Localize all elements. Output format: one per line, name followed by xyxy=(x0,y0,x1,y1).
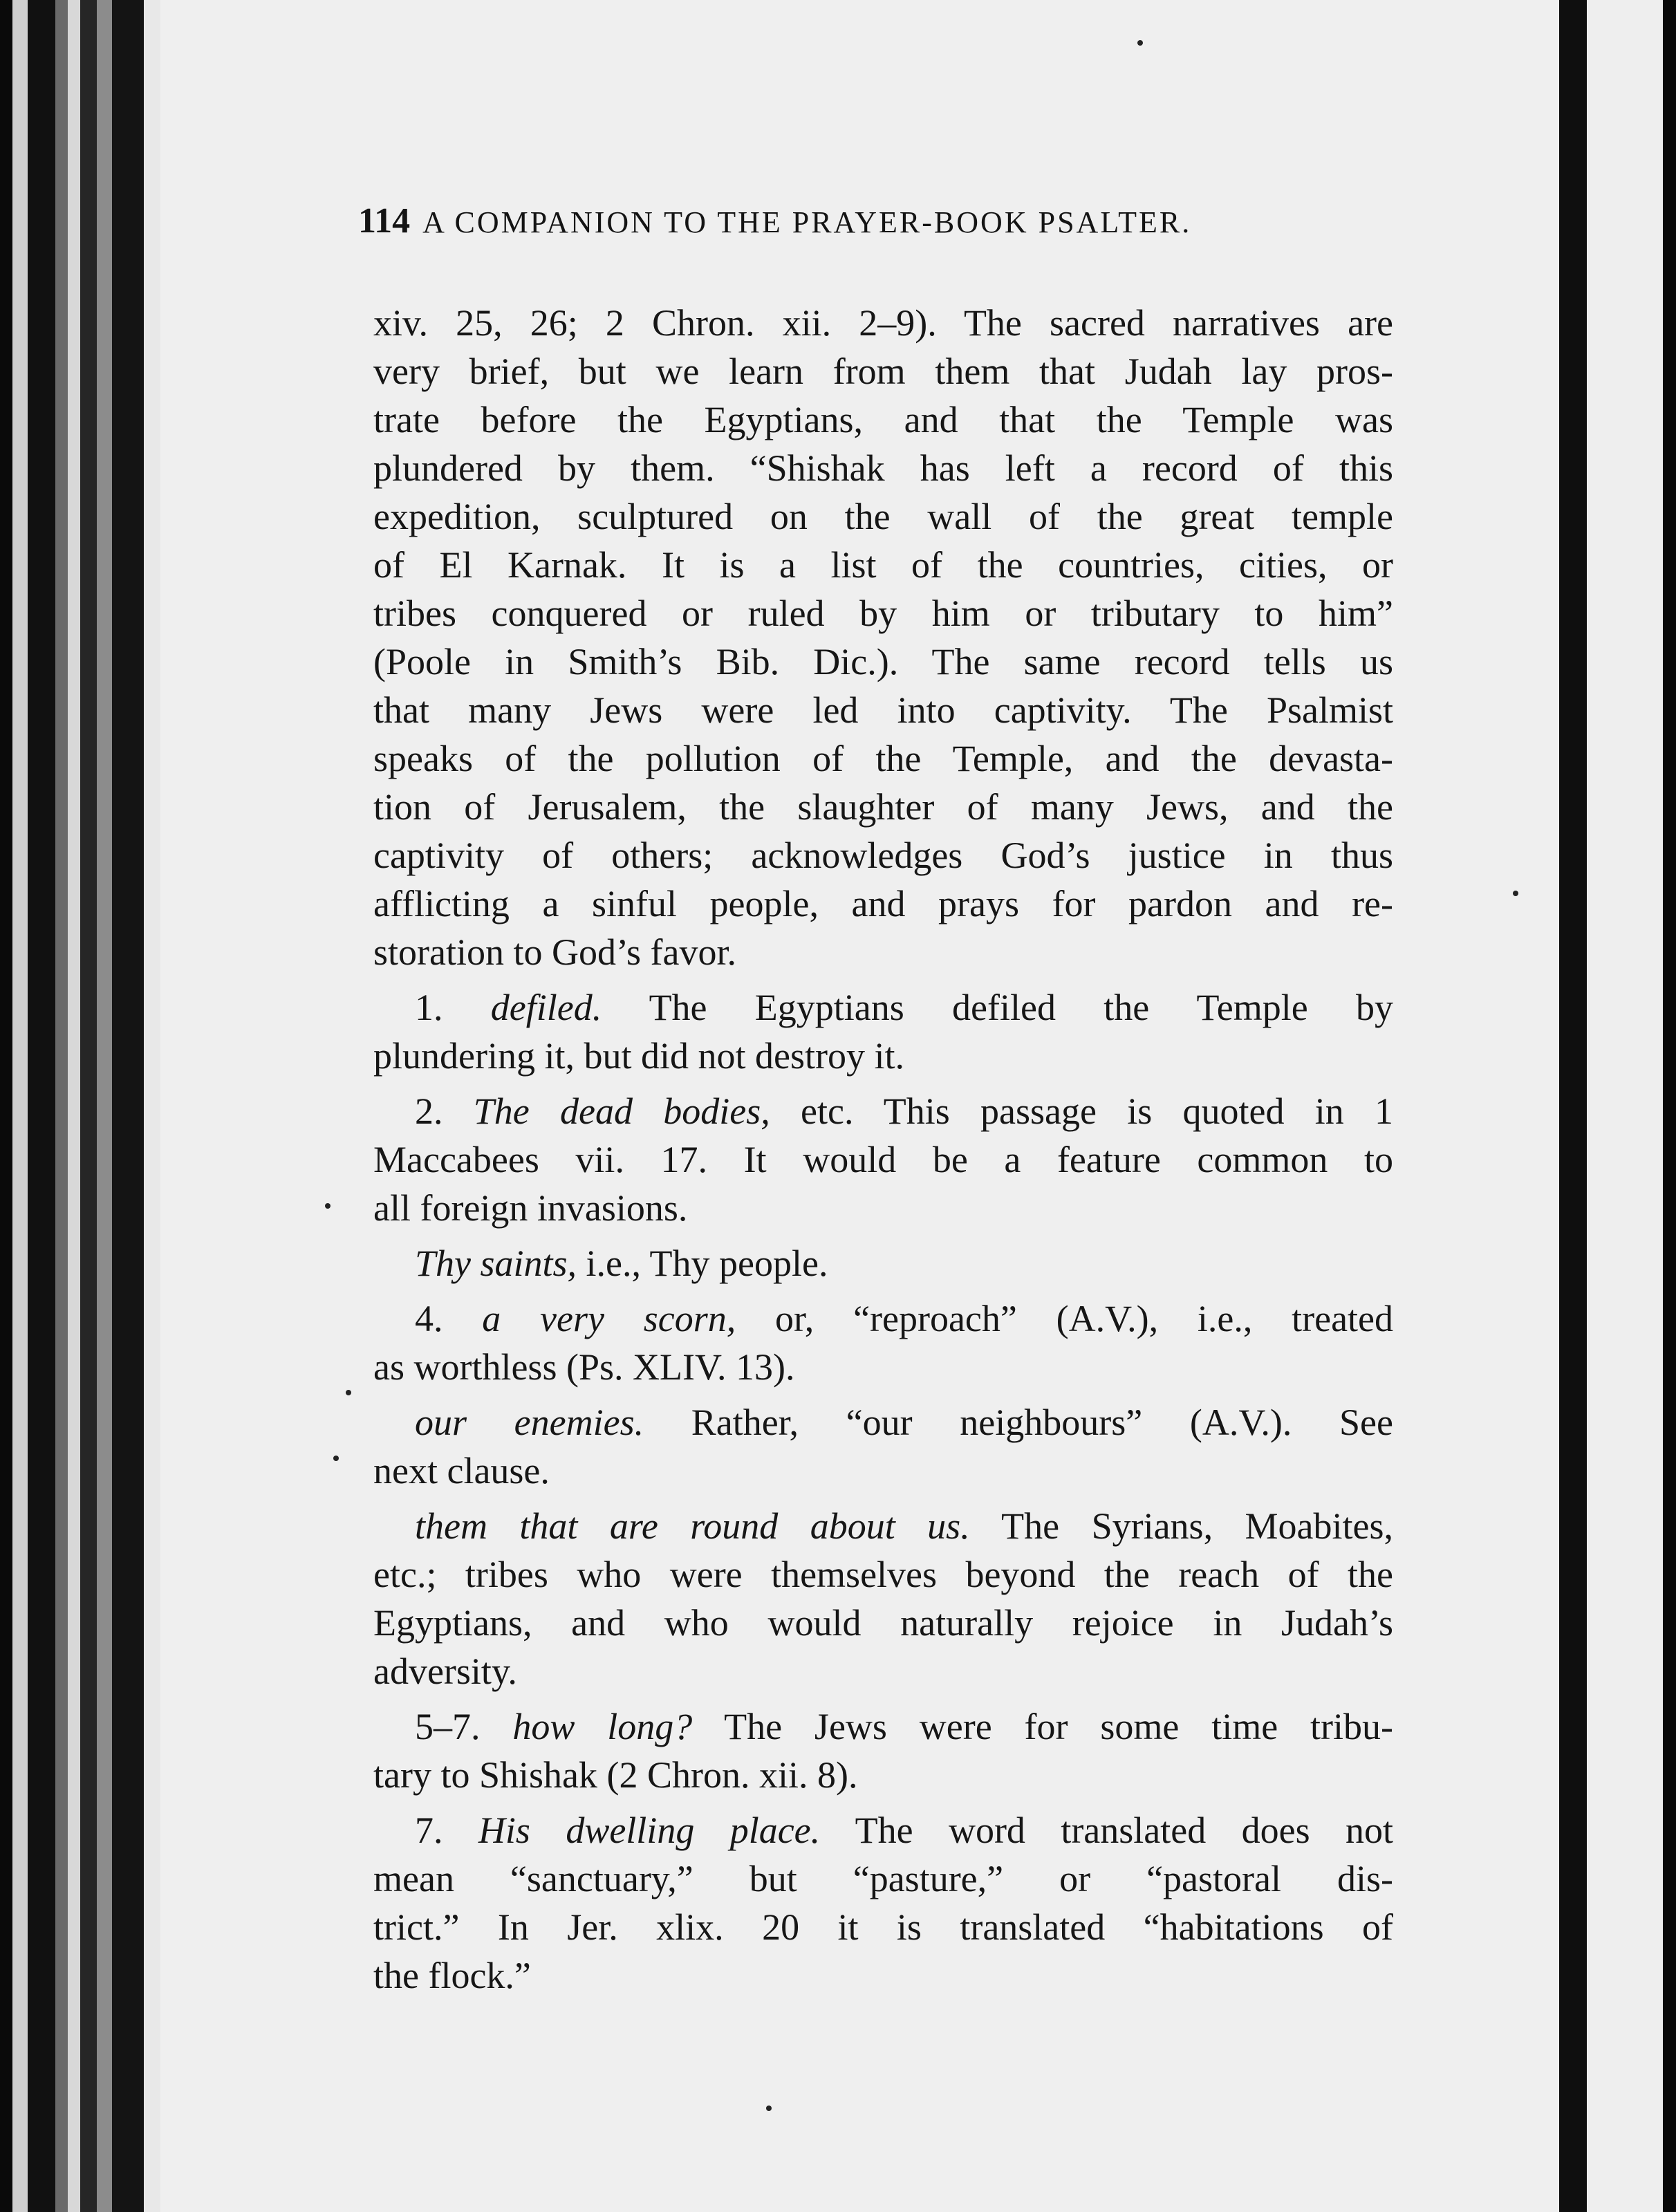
note-text: The Syrians, Moabites, xyxy=(1001,1505,1393,1547)
note-number: 5–7. xyxy=(415,1706,481,1747)
note-term: defiled. xyxy=(490,987,602,1028)
note-term: His dwelling place. xyxy=(478,1810,821,1851)
note-number: 7. xyxy=(415,1810,443,1851)
text-line: tribes conquered or ruled by him or tributary to him” xyxy=(373,593,1393,634)
book-edge-stripe xyxy=(80,0,97,2212)
note-text: etc.; tribes who were themselves beyond the reach of the xyxy=(373,1554,1393,1595)
note-text: Maccabees vii. 17. It would be a feature common to xyxy=(373,1139,1393,1180)
scan-speck xyxy=(766,2106,772,2111)
text-line: plundered by them. “Shishak has left a record of this xyxy=(373,447,1393,489)
note-term: a very scorn, xyxy=(482,1298,736,1339)
note-text: or, “reproach” (A.V.), i.e., treated xyxy=(774,1298,1394,1339)
scan-speck xyxy=(1137,40,1143,46)
running-title: A COMPANION TO THE PRAYER-BOOK PSALTER. xyxy=(422,205,1192,239)
note-text: as worthless (Ps. XLIV. 13). xyxy=(373,1346,795,1388)
scan-speck xyxy=(346,1390,351,1395)
note-text: plundering it, but did not destroy it. xyxy=(373,1035,904,1077)
book-edge-stripe xyxy=(12,0,28,2212)
text-line: of El Karnak. It is a list of the countries, cities, or xyxy=(373,544,1393,586)
text-line: storation to God’s favor. xyxy=(373,931,736,973)
note-number: 2. xyxy=(415,1090,443,1132)
note-text: adversity. xyxy=(373,1651,517,1692)
book-edge-stripe xyxy=(55,0,68,2212)
note-text: The Egyptians defiled the Temple by xyxy=(649,987,1393,1028)
text-line: speaks of the pollution of the Temple, and the devasta- xyxy=(373,738,1393,779)
text-line: that many Jews were led into captivity. The Psalmist xyxy=(373,689,1393,731)
note-text: trict.” In Jer. xlix. 20 it is translated “habitations of xyxy=(373,1906,1393,1948)
text-line: very brief, but we learn from them that Judah lay pros- xyxy=(373,351,1393,392)
note-text: Egyptians, and who would naturally rejoice in Judah’s xyxy=(373,1602,1393,1644)
book-edge-stripe xyxy=(28,0,55,2212)
note-number: 1. xyxy=(415,987,443,1028)
note-text: i.e., Thy people. xyxy=(586,1243,828,1284)
scan-speck xyxy=(333,1456,339,1461)
page-number: 114 xyxy=(358,201,411,241)
note-text: next clause. xyxy=(373,1450,550,1491)
note-text: Rather, “our neighbours” (A.V.). See xyxy=(691,1402,1393,1443)
note-text: all foreign invasions. xyxy=(373,1187,688,1229)
book-edge-stripe xyxy=(144,0,160,2212)
text-line: captivity of others; acknowledges God’s justice in thus xyxy=(373,835,1393,876)
book-edge-stripe xyxy=(1663,0,1676,2212)
book-edge-stripe xyxy=(1587,0,1663,2212)
note-term: how long? xyxy=(512,1706,693,1747)
book-edge-stripe xyxy=(112,0,144,2212)
note-text: the flock.” xyxy=(373,1955,531,1996)
text-line: xiv. 25, 26; 2 Chron. xii. 2–9). The sacred narratives are xyxy=(373,302,1393,344)
text-line: expedition, sculptured on the wall of the great temple xyxy=(373,496,1393,537)
note-term: them that are round about us. xyxy=(415,1505,970,1547)
text-line: (Poole in Smith’s Bib. Dic.). The same record tells us xyxy=(373,641,1393,682)
book-edge-stripe xyxy=(0,0,12,2212)
note-term: our enemies. xyxy=(415,1402,644,1443)
text-line: trate before the Egyptians, and that the Temple was xyxy=(373,399,1393,440)
note-text: mean “sanctuary,” but “pasture,” or “pastoral dis- xyxy=(373,1858,1393,1899)
running-header xyxy=(358,201,1319,241)
book-edge-stripe xyxy=(1559,0,1587,2212)
note-text: tary to Shishak (2 Chron. xii. 8). xyxy=(373,1754,858,1796)
scan-speck xyxy=(1513,891,1518,896)
note-text: etc. This passage is quoted in 1 xyxy=(801,1090,1393,1132)
note-text: The Jews were for some time tribu- xyxy=(724,1706,1393,1747)
scan-speck xyxy=(325,1203,330,1209)
note-term: The dead bodies, xyxy=(473,1090,770,1132)
book-edge-stripe xyxy=(97,0,112,2212)
text-line: tion of Jerusalem, the slaughter of many Jews, and the xyxy=(373,786,1393,828)
book-edge-stripe xyxy=(68,0,80,2212)
note-number: 4. xyxy=(415,1298,443,1339)
note-text: The word translated does not xyxy=(855,1810,1394,1851)
text-line: afflicting a sinful people, and prays for pardon and re- xyxy=(373,883,1393,924)
note-term: Thy saints, xyxy=(415,1243,577,1284)
